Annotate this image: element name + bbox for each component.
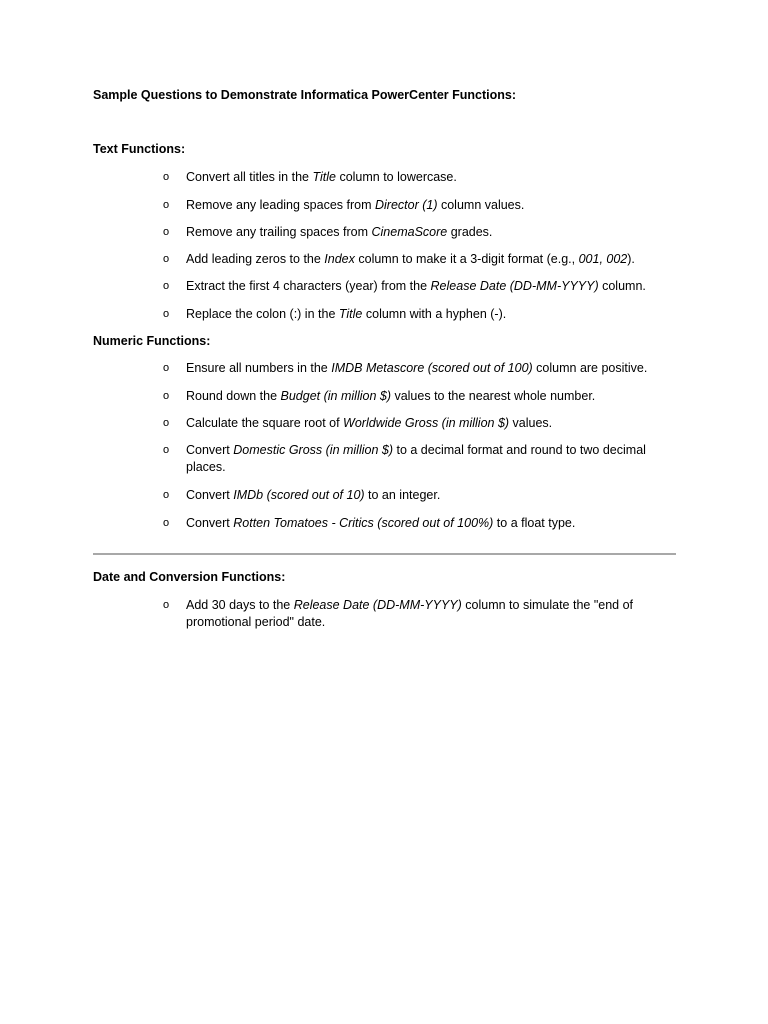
column-name: Worldwide Gross (in million $): [343, 416, 510, 430]
bullet-icon: o: [163, 226, 170, 238]
bullet-icon: o: [163, 599, 170, 611]
text-run: Remove any trailing spaces from: [186, 225, 372, 239]
text-run: to a float type.: [493, 516, 576, 530]
bullet-icon: o: [163, 390, 170, 402]
column-name: Director (1): [374, 198, 438, 212]
section-heading-numeric-functions: Numeric Functions:: [93, 334, 211, 348]
text-run: Add 30 days to the: [186, 598, 294, 612]
list-item-text: [186, 515, 671, 532]
text-run: Ensure all numbers in the: [186, 361, 332, 375]
column-name: 001, 002: [578, 252, 628, 266]
column-name: IMDB Metascore (scored out of 100): [331, 361, 533, 375]
list-item-text: [186, 197, 671, 214]
column-name: CinemaScore: [371, 225, 448, 239]
column-name: Index: [324, 252, 355, 266]
horizontal-divider: [93, 553, 676, 555]
text-run: Remove any leading spaces from: [186, 198, 375, 212]
text-run: column are positive.: [532, 361, 648, 375]
column-name: Budget (in million $): [280, 389, 391, 403]
text-run: column to lowercase.: [335, 170, 457, 184]
bullet-icon: o: [163, 253, 170, 265]
text-run: ).: [627, 252, 635, 266]
text-run: column values.: [437, 198, 525, 212]
list-item-text: [186, 597, 671, 631]
column-name: Title: [312, 170, 336, 184]
list-item-text: [186, 306, 671, 323]
text-run: grades.: [447, 225, 493, 239]
text-run: Convert: [186, 443, 234, 457]
column-name: Release Date (DD-MM-YYYY): [430, 279, 599, 293]
text-run: values.: [509, 416, 553, 430]
column-name: Release Date (DD-MM-YYYY): [293, 598, 462, 612]
list-item-text: [186, 360, 671, 377]
text-run: to an integer.: [364, 488, 441, 502]
bullet-icon: o: [163, 199, 170, 211]
text-run: column with a hyphen (-).: [362, 307, 507, 321]
bullet-icon: o: [163, 489, 170, 501]
text-run: Convert: [186, 516, 234, 530]
bullet-icon: o: [163, 308, 170, 320]
list-item-text: [186, 388, 671, 405]
column-name: IMDb (scored out of 10): [233, 488, 365, 502]
bullet-icon: o: [163, 517, 170, 529]
list-item-text: [186, 487, 671, 504]
column-name: Domestic Gross (in million $): [233, 443, 394, 457]
column-name: Rotten Tomatoes - Critics (scored out of 100%): [233, 516, 494, 530]
list-item-text: [186, 415, 671, 432]
list-item-text: [186, 251, 671, 268]
bullet-icon: o: [163, 444, 170, 456]
column-name: Title: [338, 307, 363, 321]
list-item-text: [186, 278, 671, 295]
text-run: column to make it a 3-digit format (e.g.,: [354, 252, 579, 266]
list-item-text: [186, 224, 671, 241]
list-item-text: [186, 442, 671, 476]
text-run: values to the nearest whole number.: [390, 389, 596, 403]
text-run: Replace the colon (:) in the: [186, 307, 339, 321]
text-run: Convert: [186, 488, 234, 502]
text-run: column.: [598, 279, 646, 293]
document-title: Sample Questions to Demonstrate Informatica PowerCenter Functions:: [93, 88, 516, 102]
bullet-icon: o: [163, 362, 170, 374]
text-run: Calculate the square root of: [186, 416, 344, 430]
bullet-icon: o: [163, 171, 170, 183]
bullet-icon: o: [163, 417, 170, 429]
text-run: Add leading zeros to the: [186, 252, 325, 266]
bullet-icon: o: [163, 280, 170, 292]
text-run: Round down the: [186, 389, 281, 403]
list-item-text: [186, 169, 671, 186]
section-heading-text-functions: Text Functions:: [93, 142, 186, 156]
text-run: Convert all titles in the: [186, 170, 313, 184]
section-heading-date-conversion-functions: Date and Conversion Functions:: [93, 570, 286, 584]
text-run: column to simulate the "end of promotional period" date.: [186, 598, 634, 629]
text-run: Extract the first 4 characters (year) from the: [186, 279, 431, 293]
text-run: to a decimal format and round to two decimal places.: [186, 443, 646, 474]
